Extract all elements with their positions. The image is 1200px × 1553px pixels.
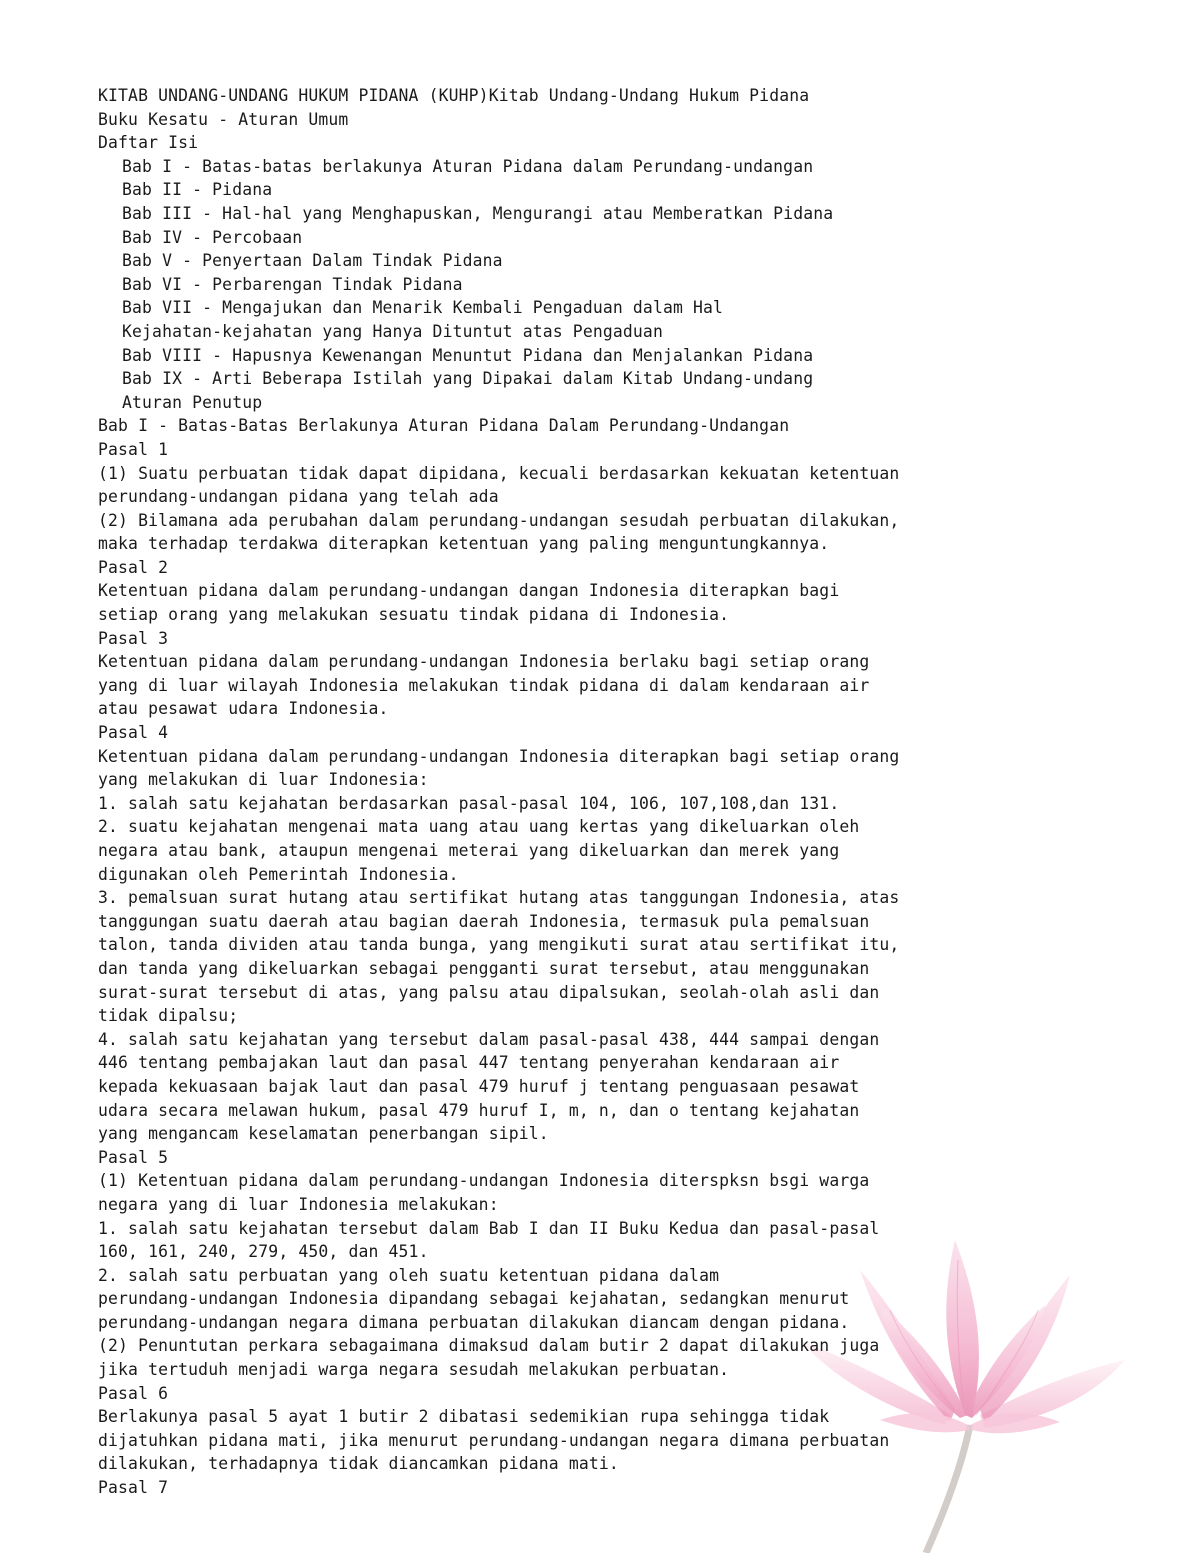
text-line: yang di luar wilayah Indonesia melakukan tindak pidana di dalam kendaraan air [98,675,870,695]
text-line: Kejahatan-kejahatan yang Hanya Dituntut atas Pengaduan [122,321,663,341]
text-line: udara secara melawan hukum, pasal 479 huruf I, m, n, dan o tentang kejahatan [98,1100,860,1120]
text-line: Bab I - Batas-Batas Berlakunya Aturan Pidana Dalam Perundang-Undangan [98,416,790,436]
text-line: Ketentuan pidana dalam perundang-undangan Indonesia diterapkan bagi setiap orang [98,746,900,766]
text-line: digunakan oleh Pemerintah Indonesia. [98,864,459,884]
text-line: Pasal 4 [98,723,169,743]
text-line: 446 tentang pembajakan laut dan pasal 447 tentang penyerahan kendaraan air [98,1053,840,1073]
text-line: KITAB UNDANG-UNDANG HUKUM PIDANA (KUHP)Kitab Undang-Undang Hukum Pidana [98,86,810,105]
text-line: Bab VII - Mengajukan dan Menarik Kembali Pengaduan dalam Hal [122,298,724,318]
text-line: yang melakukan di luar Indonesia: [98,770,429,790]
text-line: Buku Kesatu - Aturan Umum [98,109,349,129]
text-line: talon, tanda dividen atau tanda bunga, yang mengikuti surat atau sertifikat itu, [98,935,900,955]
text-line: Pasal 7 [98,1478,169,1498]
text-line: (1) Ketentuan pidana dalam perundang-undangan Indonesia diterspksn bsgi warga [98,1171,870,1191]
text-line: dilakukan, terhadapnya tidak diancamkan pidana mati. [98,1454,619,1474]
text-line: Pasal 1 [98,439,169,459]
text-line: Pasal 2 [98,557,169,577]
text-line: Bab IX - Arti Beberapa Istilah yang Dipakai dalam Kitab Undang-undang [122,369,814,389]
text-line: Aturan Penutup [122,392,263,412]
text-line: perundang-undangan negara dimana perbuatan dilakukan diancam dengan pidana. [98,1312,850,1332]
text-line: Bab III - Hal-hal yang Menghapuskan, Mengurangi atau Memberatkan Pidana [122,203,834,223]
text-line: jika tertuduh menjadi warga negara sesudah melakukan perbuatan. [98,1360,730,1380]
text-line: Berlakunya pasal 5 ayat 1 butir 2 dibatasi sedemikian rupa sehingga tidak [98,1407,830,1427]
text-line: Pasal 3 [98,628,169,648]
text-line: Ketentuan pidana dalam perundang-undangan Indonesia berlaku bagi setiap orang [98,652,870,672]
text-line: tidak dipalsu; [98,1006,239,1026]
text-line: setiap orang yang melakukan sesuatu tindak pidana di Indonesia. [98,605,730,625]
text-line: tanggungan suatu daerah atau bagian daerah Indonesia, termasuk pula pemalsuan [98,911,870,931]
text-line: Bab IV - Percobaan [122,227,303,247]
text-line: Bab II - Pidana [122,180,273,200]
text-line: dijatuhkan pidana mati, jika menurut perundang-undangan negara dimana perbuatan [98,1430,890,1450]
text-line: Pasal 6 [98,1383,169,1403]
text-line: Daftar Isi [98,133,199,153]
text-line: maka terhadap terdakwa diterapkan ketentuan yang paling menguntungkannya. [98,534,830,554]
text-line: 1. salah satu kejahatan tersebut dalam Bab I dan II Buku Kedua dan pasal-pasal [98,1218,880,1238]
text-line: surat-surat tersebut di atas, yang palsu atau dipalsukan, seolah-olah asli dan [98,982,880,1002]
text-line: Bab VIII - Hapusnya Kewenangan Menuntut Pidana dan Menjalankan Pidana [122,345,814,365]
text-line: negara atau bank, ataupun mengenai meterai yang dikeluarkan dan merek yang [98,841,840,860]
text-line: Bab VI - Perbarengan Tindak Pidana [122,274,463,294]
text-line: Pasal 5 [98,1147,169,1167]
text-line: 160, 161, 240, 279, 450, dan 451. [98,1242,429,1262]
text-line: (2) Penuntutan perkara sebagaimana dimaksud dalam butir 2 dapat dilakukan juga [98,1336,880,1356]
text-line: Bab V - Penyertaan Dalam Tindak Pidana [122,251,503,271]
text-line: Ketentuan pidana dalam perundang-undangan dangan Indonesia diterapkan bagi [98,581,840,601]
text-line: yang mengancam keselamatan penerbangan sipil. [98,1124,549,1144]
text-line: (2) Bilamana ada perubahan dalam perundang-undangan sesudah perbuatan dilakukan, [98,510,900,530]
document-body [98,84,1098,1500]
text-line: perundang-undangan Indonesia dipandang sebagai kejahatan, sedangkan menurut [98,1289,850,1309]
text-line: 2. suatu kejahatan mengenai mata uang atau uang kertas yang dikeluarkan oleh [98,817,860,837]
text-line: 3. pemalsuan surat hutang atau sertifikat hutang atas tanggungan Indonesia, atas [98,888,900,908]
text-line: 2. salah satu perbuatan yang oleh suatu ketentuan pidana dalam [98,1265,720,1285]
text-line: perundang-undangan pidana yang telah ada [98,487,499,507]
text-line: dan tanda yang dikeluarkan sebagai pengganti surat tersebut, atau menggunakan [98,958,870,978]
text-line: 1. salah satu kejahatan berdasarkan pasal-pasal 104, 106, 107,108,dan 131. [98,793,840,813]
text-line: atau pesawat udara Indonesia. [98,699,389,719]
text-line: 4. salah satu kejahatan yang tersebut dalam pasal-pasal 438, 444 sampai dengan [98,1029,880,1049]
text-line: kepada kekuasaan bajak laut dan pasal 479 huruf j tentang penguasaan pesawat [98,1076,860,1096]
text-line: Bab I - Batas-batas berlakunya Aturan Pidana dalam Perundang-undangan [122,156,814,176]
text-line: negara yang di luar Indonesia melakukan: [98,1194,499,1214]
text-line: (1) Suatu perbuatan tidak dapat dipidana, kecuali berdasarkan kekuatan ketentuan [98,463,900,483]
